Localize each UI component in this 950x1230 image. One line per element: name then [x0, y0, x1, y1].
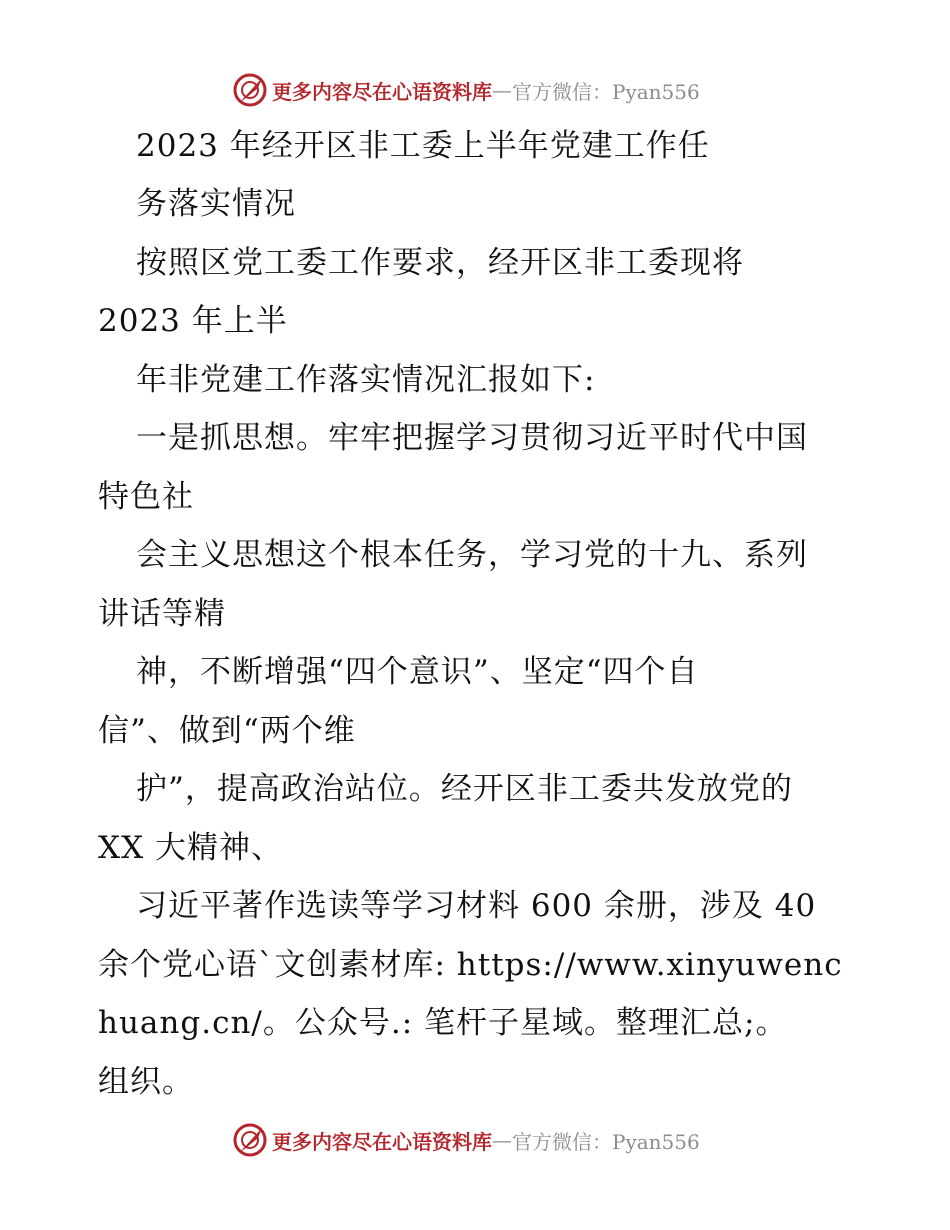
- banner-separator: —: [492, 1128, 512, 1152]
- doc-line: 讲话等精: [98, 596, 226, 632]
- doc-line: 护”，提高政治站位。经开区非工委共发放党的: [136, 771, 793, 807]
- doc-line: 习近平著作选读等学习材料 600 余册，涉及 40: [136, 888, 817, 924]
- doc-line: 一是抓思想。牢牢把握学习贯彻习近平时代中国: [136, 420, 808, 456]
- quill-logo-icon: [232, 72, 268, 108]
- banner-separator: —: [492, 78, 512, 102]
- doc-line: 会主义思想这个根本任务，学习党的十九、系列: [136, 537, 808, 573]
- banner-brand-text: 更多内容尽在心语资料库: [272, 1129, 492, 1154]
- doc-line: 务落实情况: [136, 186, 296, 222]
- doc-line: 2023 年上半: [98, 303, 288, 339]
- banner-wechat-text: 官方微信：Pyan556: [512, 1129, 700, 1154]
- banner-wechat-text: 官方微信：Pyan556: [512, 79, 700, 104]
- doc-line: 信”、做到“两个维: [98, 713, 356, 749]
- doc-line: XX 大精神、: [98, 830, 283, 866]
- quill-logo-icon: [232, 1122, 268, 1158]
- doc-line: 组织。: [98, 1064, 194, 1100]
- doc-line: 余个党心语`文创素材库: https://www.xinyuwenc: [98, 947, 843, 983]
- doc-line: 年非党建工作落实情况汇报如下:: [136, 362, 596, 398]
- footer-banner: [232, 1120, 712, 1160]
- header-banner: [232, 70, 712, 110]
- doc-line: 按照区党工委工作要求，经开区非工委现将: [136, 245, 744, 281]
- banner-brand-text: 更多内容尽在心语资料库: [272, 79, 492, 104]
- doc-line: huang.cn/。公众号.: 笔杆子星域。整理汇总;。: [98, 1005, 788, 1041]
- doc-line: 2023 年经开区非工委上半年党建工作任: [136, 128, 710, 164]
- doc-line: 特色社: [98, 479, 194, 515]
- doc-line: 神，不断增强“四个意识”、坚定“四个自: [136, 654, 699, 690]
